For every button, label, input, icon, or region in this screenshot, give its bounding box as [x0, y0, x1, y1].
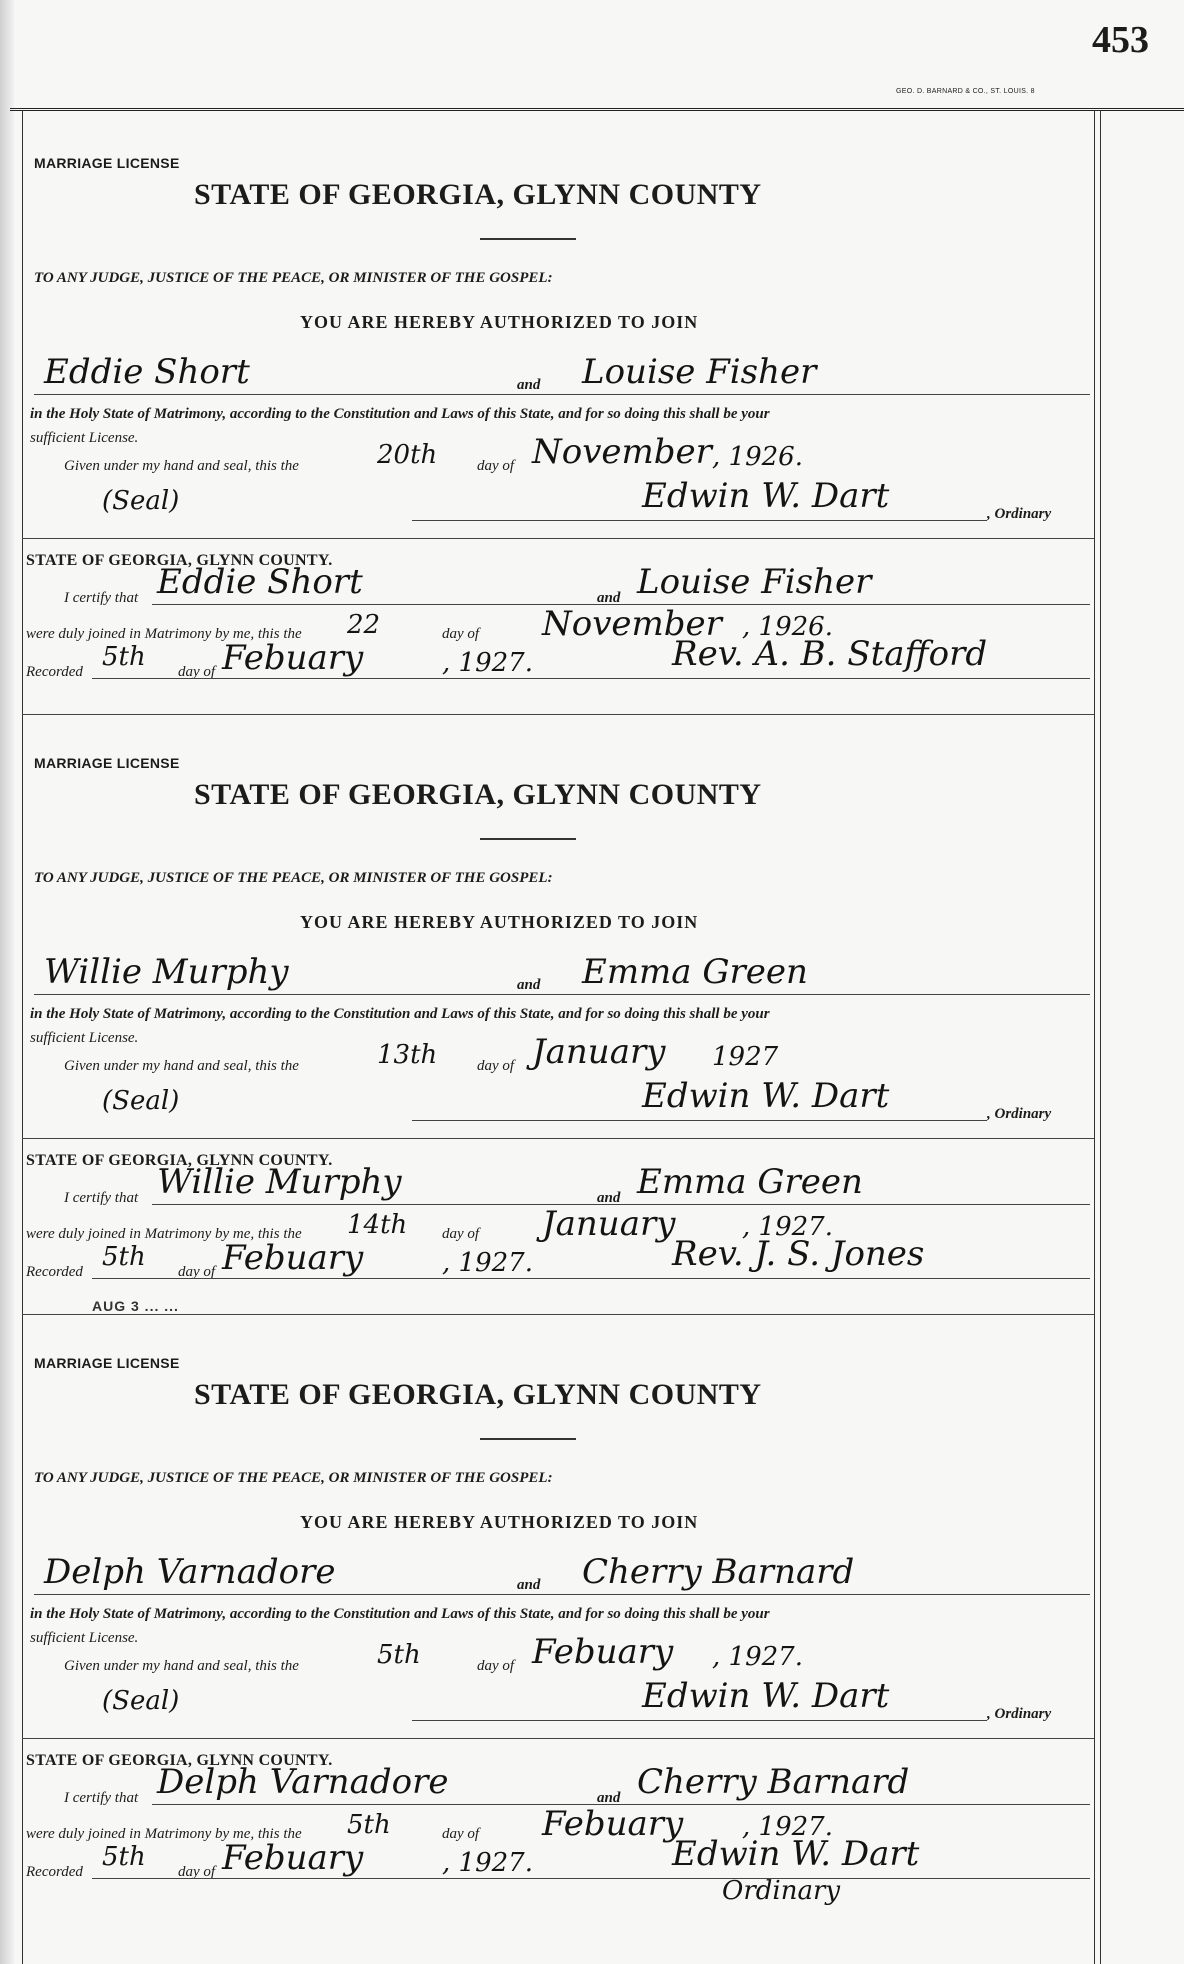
names-line	[34, 1594, 1090, 1595]
recorded-month: Febuary	[222, 1238, 364, 1278]
recorded-year: , 1927.	[442, 1848, 533, 1878]
joined-text: were duly joined in Matrimony by me, this the	[26, 1226, 302, 1242]
and-label: and	[517, 1577, 541, 1593]
recorded-line	[92, 1278, 1090, 1279]
bride-name: Louise Fisher	[582, 352, 817, 392]
recorded-day: 5th	[102, 1242, 146, 1272]
given-day: 13th	[377, 1040, 438, 1070]
groom-name: Eddie Short	[44, 352, 250, 392]
joined-month: November	[542, 604, 722, 644]
signature-line	[412, 1120, 987, 1121]
recorded-text: Recorded	[26, 664, 83, 680]
record-title: STATE OF GEORGIA, GLYNN COUNTY	[194, 178, 762, 211]
joined-day: 14th	[347, 1210, 408, 1240]
names-line	[34, 394, 1090, 395]
authorization-line: YOU ARE HEREBY AUTHORIZED TO JOIN	[300, 1512, 699, 1532]
joined-text: were duly joined in Matrimony by me, this the	[26, 626, 302, 642]
recorded-line	[92, 1878, 1090, 1879]
title-rule	[480, 238, 576, 240]
ink-stamp: AUG 3 ... ...	[92, 1298, 179, 1314]
joined-year: , 1927.	[742, 1812, 833, 1842]
given-year: 1927	[712, 1042, 779, 1072]
given-day-of: day of	[477, 1058, 515, 1074]
record-title: STATE OF GEORGIA, GLYNN COUNTY	[194, 1378, 762, 1411]
sufficient-license: sufficient License.	[30, 430, 139, 446]
title-rule	[480, 1438, 576, 1440]
certificate-and: and	[597, 1790, 621, 1806]
bride-name: Cherry Barnard	[582, 1552, 855, 1592]
marriage-record	[22, 1320, 1094, 1920]
sufficient-license: sufficient License.	[30, 1030, 139, 1046]
seal-note: (Seal)	[102, 1086, 180, 1116]
and-label: and	[517, 377, 541, 393]
record-title: STATE OF GEORGIA, GLYNN COUNTY	[194, 778, 762, 811]
license-label: MARRIAGE LICENSE	[34, 155, 180, 171]
given-month: January	[532, 1032, 666, 1072]
officiant-signature: Edwin W. Dart	[672, 1834, 920, 1874]
joined-day-of: day of	[442, 1226, 480, 1242]
certificate-and: and	[597, 1190, 621, 1206]
joined-text: were duly joined in Matrimony by me, this the	[26, 1826, 302, 1842]
names-line	[34, 994, 1090, 995]
authorization-line: YOU ARE HEREBY AUTHORIZED TO JOIN	[300, 312, 699, 332]
joined-day-of: day of	[442, 1826, 480, 1842]
given-day-of: day of	[477, 1658, 515, 1674]
certificate-bride: Cherry Barnard	[637, 1762, 910, 1802]
joined-year: , 1926.	[742, 612, 833, 642]
given-day: 20th	[377, 440, 438, 470]
recorded-year: , 1927.	[442, 1248, 533, 1278]
certificate-divider	[22, 1138, 1094, 1139]
certify-text: I certify that	[64, 1790, 139, 1806]
ordinary-label: , Ordinary	[987, 1106, 1052, 1122]
signature-line	[412, 1720, 987, 1721]
certificate-header: STATE OF GEORGIA, GLYNN COUNTY.	[26, 552, 333, 569]
recorded-day-of: day of	[178, 1264, 216, 1280]
ordinary-signature: Edwin W. Dart	[642, 1676, 890, 1716]
ordinary-signature: Edwin W. Dart	[642, 476, 890, 516]
signature-line	[412, 520, 987, 521]
matrimony-text: in the Holy State of Matrimony, according to the Constitution and Laws of this State, and for so doing this shall be your	[30, 1606, 770, 1622]
title-rule	[480, 838, 576, 840]
given-day: 5th	[377, 1640, 421, 1670]
given-month: November	[532, 432, 712, 472]
recorded-line	[92, 678, 1090, 679]
given-text: Given under my hand and seal, this the	[64, 1058, 299, 1074]
recorded-month: Febuary	[222, 638, 364, 678]
certificate-divider	[22, 1738, 1094, 1739]
license-label: MARRIAGE LICENSE	[34, 1355, 180, 1371]
ordinary-label: , Ordinary	[987, 506, 1052, 522]
certificate-bride: Louise Fisher	[637, 562, 872, 602]
top-rule	[10, 108, 1184, 111]
certificate-header: STATE OF GEORGIA, GLYNN COUNTY.	[26, 1752, 333, 1769]
page-binding-edge	[0, 0, 14, 1964]
recorded-day: 5th	[102, 1842, 146, 1872]
given-year: , 1926.	[712, 442, 803, 472]
certify-text: I certify that	[64, 590, 139, 606]
certify-text: I certify that	[64, 1190, 139, 1206]
joined-day: 22	[347, 610, 381, 640]
page-number: 453	[1092, 19, 1149, 61]
recorded-text: Recorded	[26, 1264, 83, 1280]
officiant-signature: Rev. J. S. Jones	[672, 1234, 925, 1274]
given-year: , 1927.	[712, 1642, 803, 1672]
recorded-month: Febuary	[222, 1838, 364, 1878]
record-divider	[22, 1314, 1094, 1315]
seal-note: (Seal)	[102, 1686, 180, 1716]
officiant-signature: Rev. A. B. Stafford	[672, 634, 988, 674]
recorded-text: Recorded	[26, 1864, 83, 1880]
addressee-line: TO ANY JUDGE, JUSTICE OF THE PEACE, OR MINISTER OF THE GOSPEL:	[34, 270, 553, 286]
given-day-of: day of	[477, 458, 515, 474]
certificate-groom: Eddie Short	[157, 562, 363, 602]
license-label: MARRIAGE LICENSE	[34, 755, 180, 771]
joined-year: , 1927.	[742, 1212, 833, 1242]
recorded-year: , 1927.	[442, 648, 533, 678]
sufficient-license: sufficient License.	[30, 1630, 139, 1646]
printer-imprint: GEO. D. BARNARD & CO., ST. LOUIS. 8	[896, 88, 1035, 95]
certificate-header: STATE OF GEORGIA, GLYNN COUNTY.	[26, 1152, 333, 1169]
recorded-day-of: day of	[178, 1864, 216, 1880]
certificate-groom: Delph Varnadore	[157, 1762, 449, 1802]
joined-month: January	[542, 1204, 676, 1244]
record-divider	[22, 714, 1094, 715]
joined-day: 5th	[347, 1810, 391, 1840]
seal-note: (Seal)	[102, 486, 180, 516]
recorded-day-of: day of	[178, 664, 216, 680]
certificate-bride: Emma Green	[637, 1162, 863, 1202]
bride-name: Emma Green	[582, 952, 808, 992]
matrimony-text: in the Holy State of Matrimony, according to the Constitution and Laws of this State, and for so doing this shall be your	[30, 1006, 770, 1022]
certificate-and: and	[597, 590, 621, 606]
groom-name: Delph Varnadore	[44, 1552, 336, 1592]
authorization-line: YOU ARE HEREBY AUTHORIZED TO JOIN	[300, 912, 699, 932]
addressee-line: TO ANY JUDGE, JUSTICE OF THE PEACE, OR MINISTER OF THE GOSPEL:	[34, 870, 553, 886]
given-text: Given under my hand and seal, this the	[64, 458, 299, 474]
groom-name: Willie Murphy	[44, 952, 289, 992]
given-month: Febuary	[532, 1632, 674, 1672]
marriage-record	[22, 120, 1094, 720]
ordinary-signature: Edwin W. Dart	[642, 1076, 890, 1116]
officiant-title: Ordinary	[722, 1876, 841, 1906]
and-label: and	[517, 977, 541, 993]
addressee-line: TO ANY JUDGE, JUSTICE OF THE PEACE, OR MINISTER OF THE GOSPEL:	[34, 1470, 553, 1486]
right-margin-line-inner	[1100, 110, 1101, 1964]
joined-month: Febuary	[542, 1804, 684, 1844]
given-text: Given under my hand and seal, this the	[64, 1658, 299, 1674]
right-margin-line	[1094, 110, 1095, 1964]
joined-day-of: day of	[442, 626, 480, 642]
certificate-divider	[22, 538, 1094, 539]
recorded-day: 5th	[102, 642, 146, 672]
ordinary-label: , Ordinary	[987, 1706, 1052, 1722]
marriage-record	[22, 720, 1094, 1320]
matrimony-text: in the Holy State of Matrimony, according to the Constitution and Laws of this State, and for so doing this shall be your	[30, 406, 770, 422]
certificate-groom: Willie Murphy	[157, 1162, 402, 1202]
